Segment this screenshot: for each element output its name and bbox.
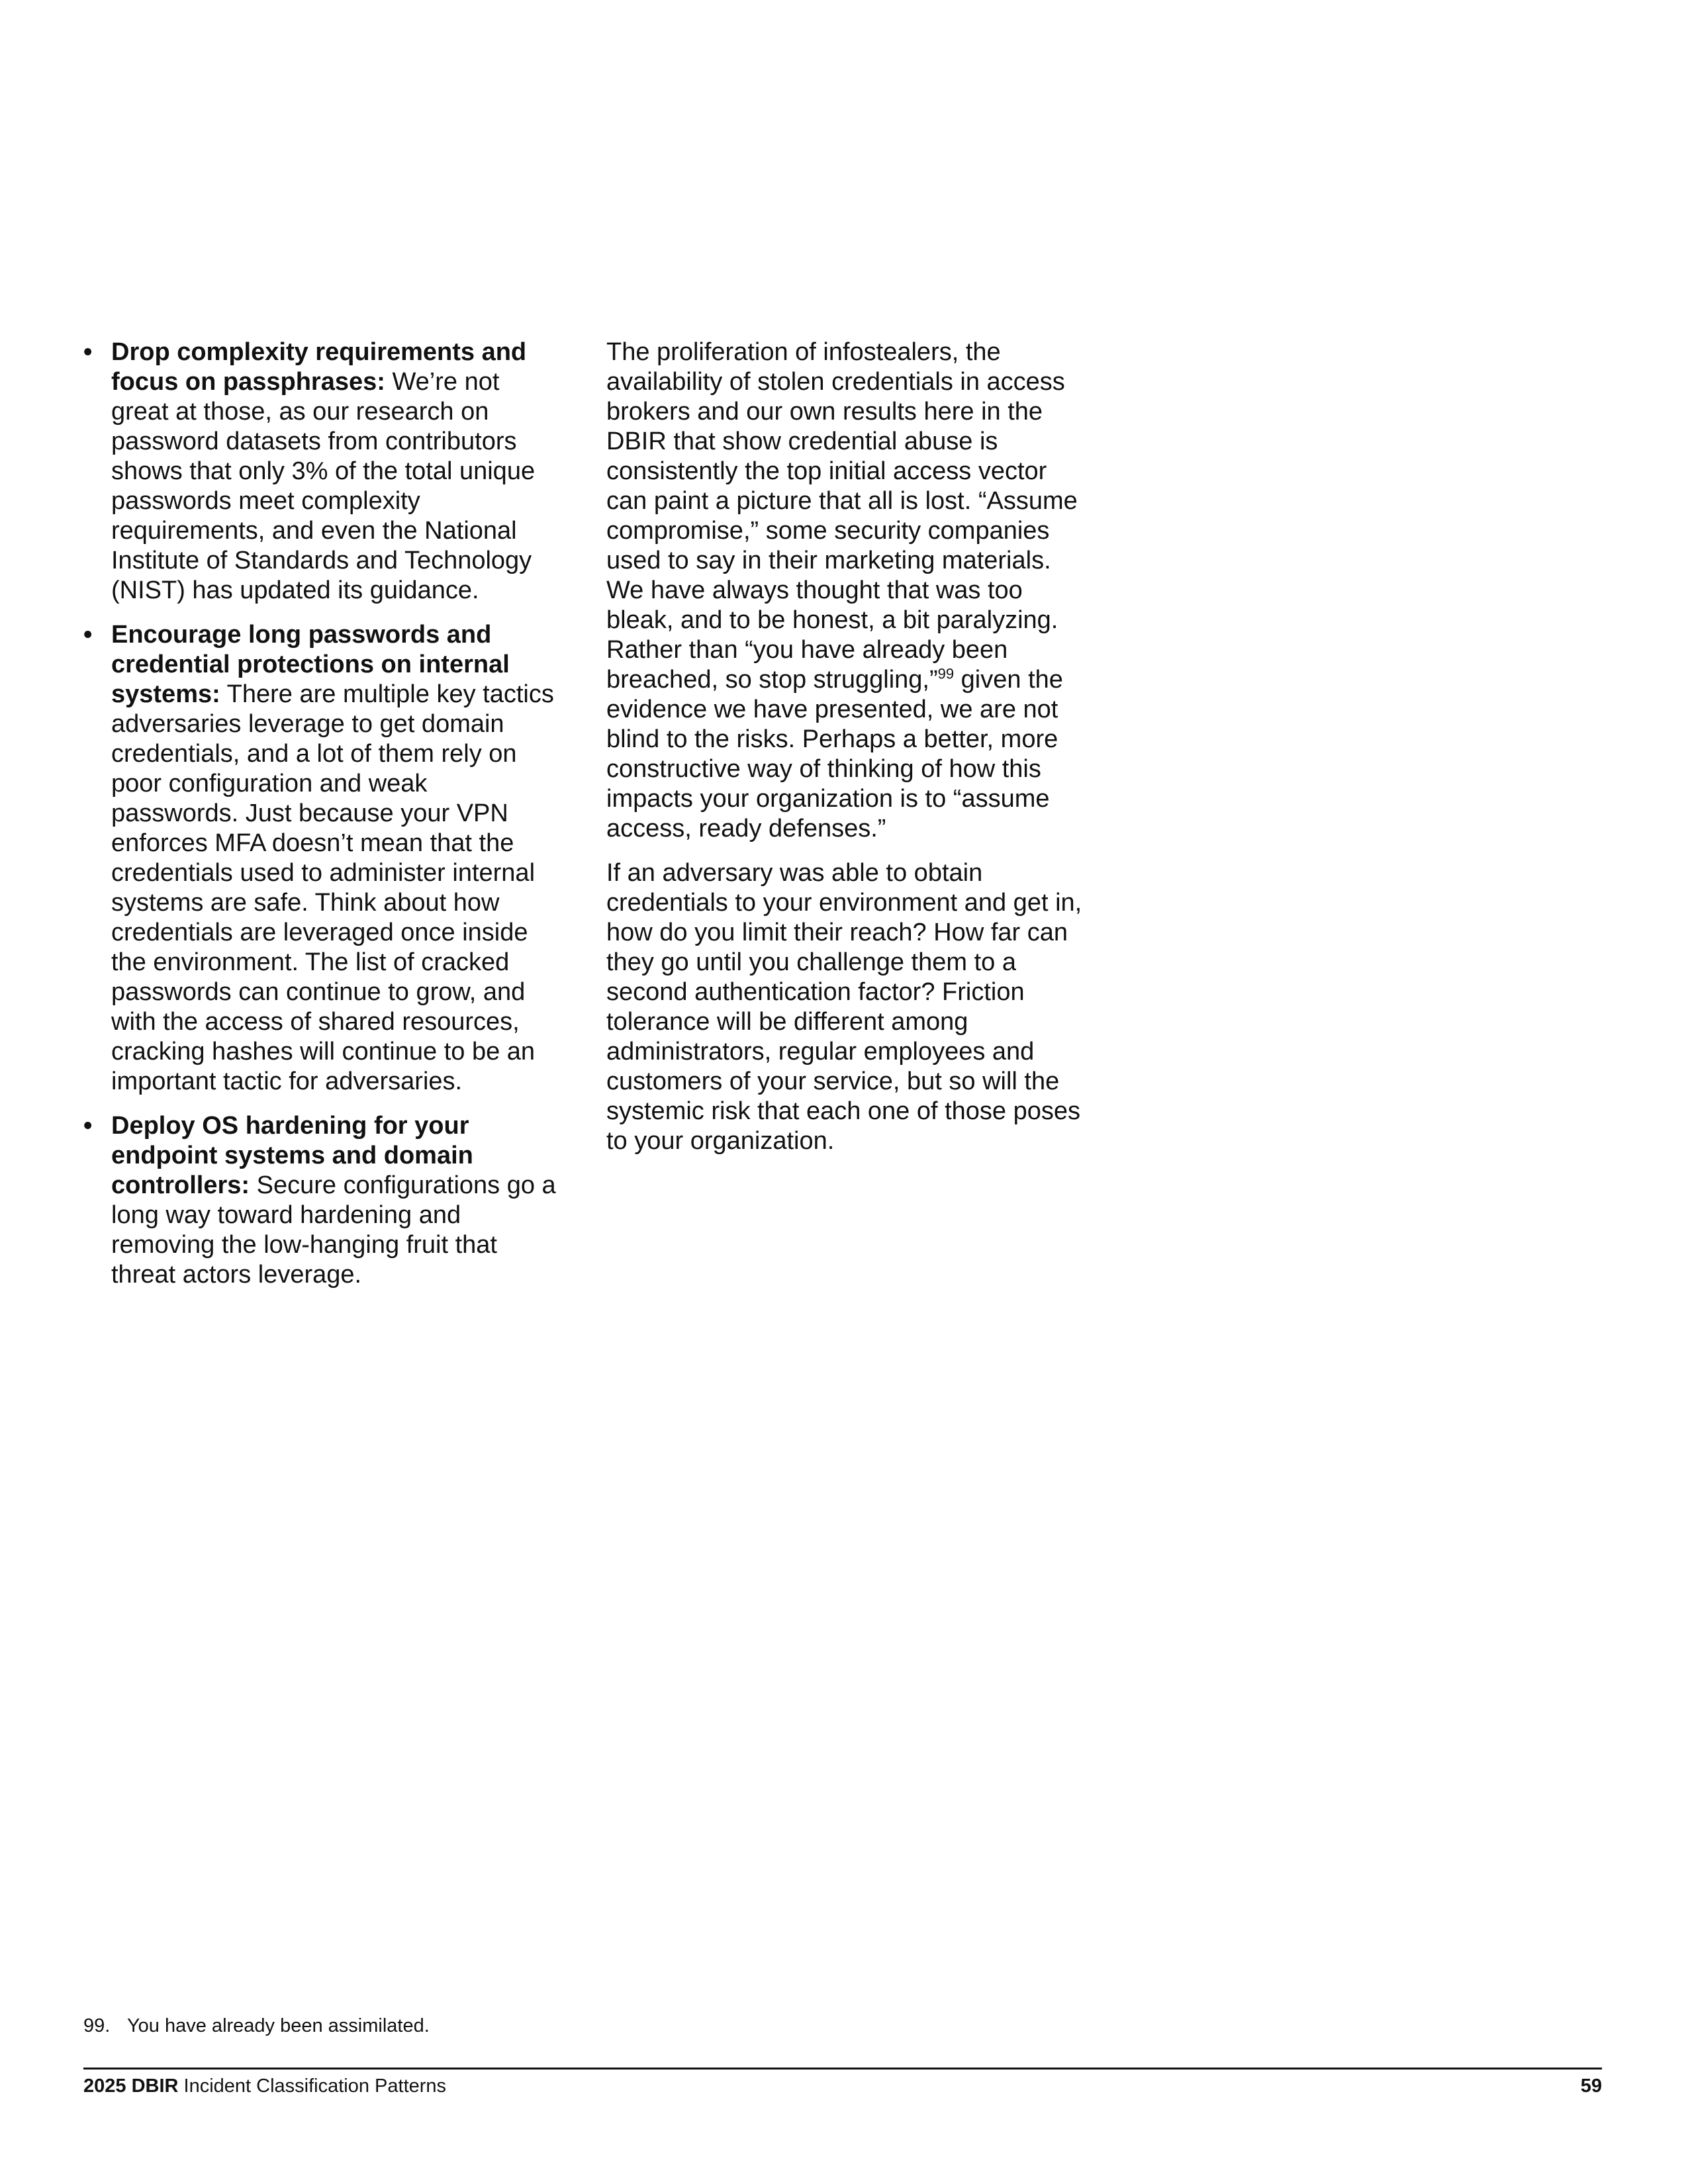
footer-divider xyxy=(83,2068,1602,2070)
paragraph-text: given the evidence we have presented, we are not blind to the risks. Perhaps a better, more constructive way of thinking of how this impacts your organization is to “assume access, ready defenses.” xyxy=(606,666,1063,842)
footnote-reference[interactable]: 99 xyxy=(937,665,955,682)
bullet-icon: • xyxy=(83,338,93,366)
footnote-text: You have already been assimilated. xyxy=(127,2015,430,2036)
list-item xyxy=(83,338,560,606)
footnote-number: 99. xyxy=(83,2015,111,2036)
left-column xyxy=(83,338,560,1304)
bullet-text: Secure configurations go a long way toward hardening and removing the low-hanging fruit that threat actors leverage. xyxy=(111,1171,556,1289)
list-item xyxy=(83,620,560,1097)
bullet-lead: Deploy OS hardening for your endpoint systems and domain controllers: xyxy=(111,1112,473,1199)
bullet-icon: • xyxy=(83,1112,93,1140)
body-paragraph: If an adversary was able to obtain credentials to your environment and get in, how do you limit their reach? How far can they go until you challenge them to a second authentication factor? Friction tolerance will be different among administrators, regular employees and customers of your service, but so will the systemic risk that each one of those poses to your organization. xyxy=(606,859,1082,1155)
bullet-text: We’re not great at those, as our research on password datasets from contributors shows that only 3% of the total unique passwords meet complexity requirements, and even the National Institute of Standards and Technology (NIST) has updated its guidance. xyxy=(111,368,536,604)
bullet-lead: Encourage long passwords and credential protections on internal systems: xyxy=(111,621,510,708)
report-name: 2025 DBIR xyxy=(83,2075,179,2097)
footer-title xyxy=(83,2074,446,2098)
body-paragraph xyxy=(606,338,1083,844)
bullet-text: There are multiple key tactics adversaries leverage to get domain credentials, and a lot of them rely on poor configuration and weak passwords. Just because your VPN enforces MFA doesn’t mean that the credentials used to administer internal systems are safe. Think about how credentials are leveraged once inside the environment. The list of cracked passwords can continue to grow, and with the access of shared resources, cracking hashes will continue to be an important tactic for adversaries. xyxy=(111,680,554,1095)
paragraph-text: The proliferation of infostealers, the availability of stolen credentials in access brokers and our own results here in the DBIR that show credential abuse is consistently the top initial access vector can paint a picture that all is lost. “Assume compromise,” some security companies used to say in their marketing materials. We have always thought that was too bleak, and to be honest, a bit paralyzing. Rather than “you have already been breached, so stop struggling,” xyxy=(606,338,1078,694)
recommendations-list xyxy=(83,338,560,1290)
section-name: Incident Classification Patterns xyxy=(183,2075,447,2097)
page-number: 59 xyxy=(1580,2075,1602,2097)
footnote xyxy=(83,2014,430,2038)
bullet-icon: • xyxy=(83,621,93,649)
right-column xyxy=(606,338,1083,1171)
list-item xyxy=(83,1111,560,1290)
bullet-lead: Drop complexity requirements and focus on passphrases: xyxy=(111,338,527,396)
